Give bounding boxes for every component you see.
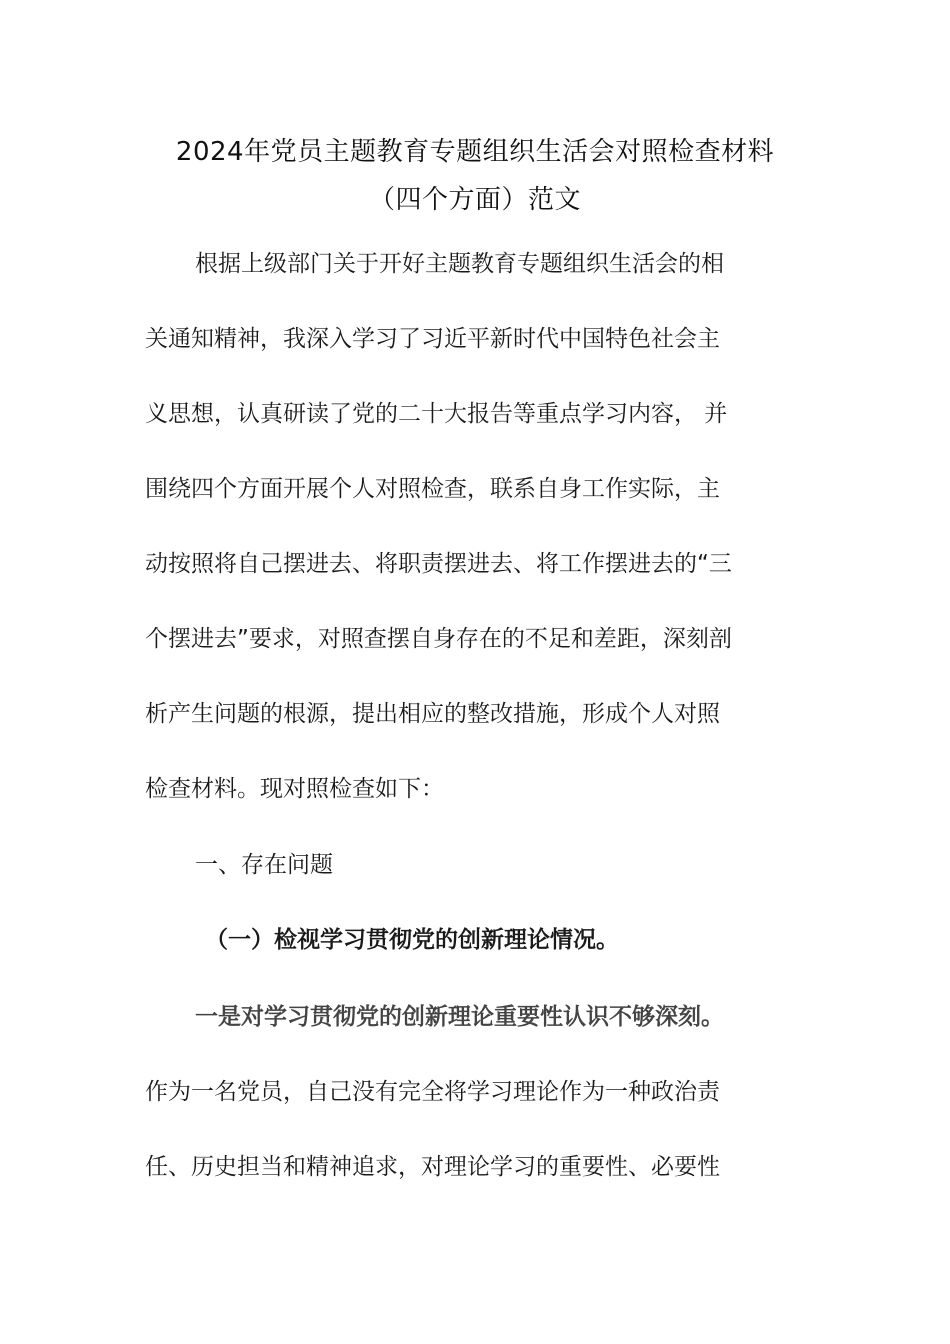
point-paragraph (145, 980, 807, 1205)
paragraph-line: 个摆进去”要求，对照查摆自身存在的不足和差距，深刻剖 (145, 626, 732, 652)
paragraph-line: 作为一名党员，自己没有完全将学习理论作为一种政治责 (145, 1079, 720, 1105)
document-title-line-1: 2024年党员主题教育专题组织生活会对照检查材料 (175, 137, 775, 167)
paragraph-line: 围绕四个方面开展个人对照检查，联系自身工作实际，主 (145, 476, 720, 502)
point-lead: 一是对学习贯彻党的创新理论重要性认识不够深刻。 (195, 1004, 724, 1030)
paragraph-line: 检查材料。现对照检查如下： (145, 776, 444, 802)
paragraph-line: 任、历史担当和精神追求，对理论学习的重要性、必要性 (145, 1154, 720, 1180)
paragraph-line: 义思想，认真研读了党的二十大报告等重点学习内容， 并 (145, 401, 728, 427)
document-title-line-2: （四个方面）范文 (368, 185, 581, 215)
paragraph-line: 析产生问题的根源，提出相应的整改措施，形成个人对照 (145, 701, 720, 727)
subsection-heading: （一）检视学习贯彻党的创新理论情况。 (205, 927, 619, 953)
section-heading: 一、存在问题 (195, 852, 333, 878)
paragraph-line: 动按照将自己摆进去、将职责摆进去、将工作摆进去的“三 (145, 551, 732, 577)
intro-paragraph (145, 227, 807, 827)
paragraph-line: 根据上级部门关于开好主题教育专题组织生活会的相 (195, 251, 724, 277)
paragraph-line: 关通知精神，我深入学习了习近平新时代中国特色社会主 (145, 326, 720, 352)
